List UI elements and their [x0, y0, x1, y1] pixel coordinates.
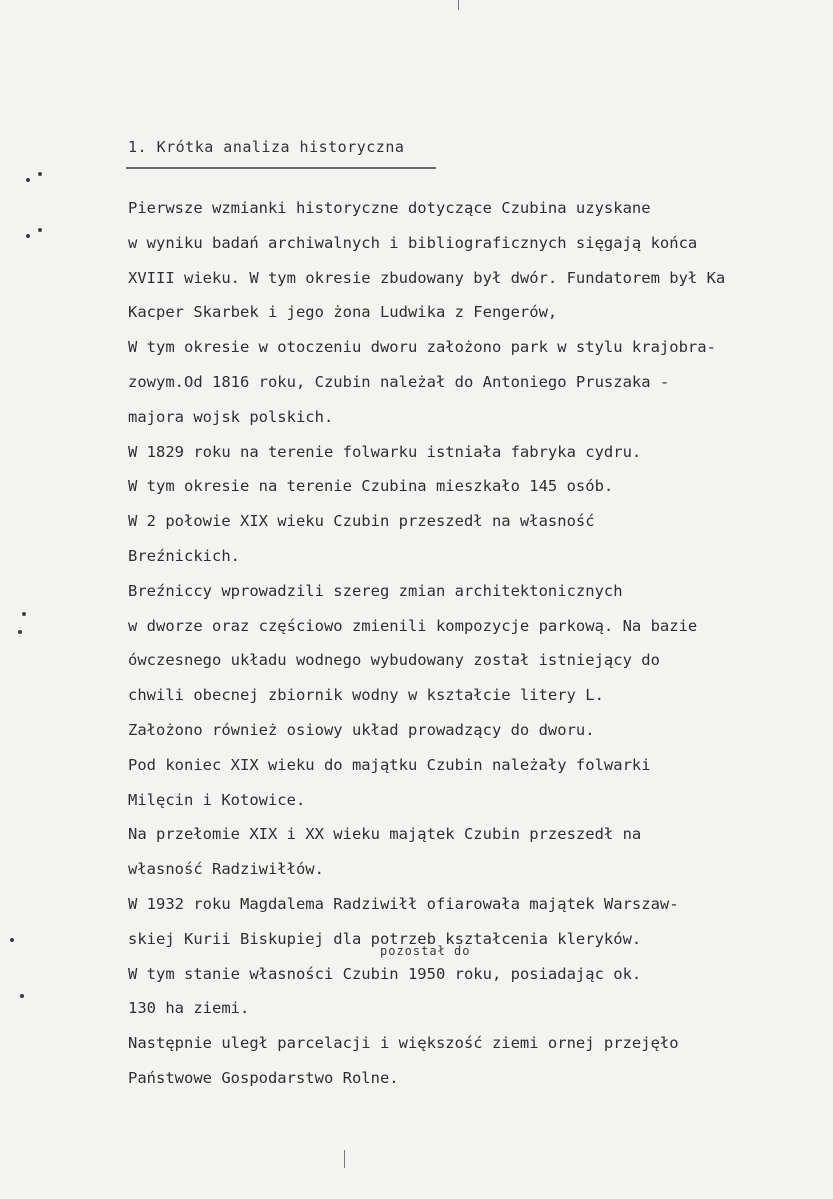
margin-mark [22, 612, 26, 616]
text-line: Na przełomie XIX i XX wieku majątek Czubin przeszedł na [128, 825, 642, 844]
margin-mark [38, 172, 42, 176]
text-line: Następnie uległ parcelacji i większość ziemi ornej przejęło [128, 1034, 679, 1053]
text-line: 130 ha ziemi. [128, 999, 250, 1018]
text-line: Milęcin i Kotowice. [128, 790, 306, 809]
text-line: Breźniccy wprowadzili szereg zmian architektonicznych [128, 581, 623, 600]
heading-underline [126, 167, 436, 169]
section-heading: 1. Krótka analiza historyczna [128, 138, 405, 156]
text-line: W tym stanie własności Czubin 1950 roku, posiadając ok. [128, 964, 642, 983]
margin-mark [20, 994, 24, 998]
margin-mark [344, 1150, 345, 1168]
margin-mark [38, 228, 42, 232]
text-line: W 1829 roku na terenie folwarku istniała fabryka cydru. [128, 442, 642, 461]
text-line: W tym okresie w otoczeniu dworu założono park w stylu krajobra- [128, 338, 716, 357]
margin-mark [458, 0, 459, 10]
text-line: XVIII wieku. W tym okresie zbudowany był dwór. Fundatorem był Ka [128, 268, 726, 287]
text-line: W tym okresie na terenie Czubina mieszkało 145 osób. [128, 477, 614, 496]
text-line: skiej Kurii Biskupiej dla potrzeb kształcenia kleryków. [128, 929, 642, 948]
text-line: chwili obecnej zbiornik wodny w kształcie litery L. [128, 686, 604, 705]
text-line: W 2 połowie XIX wieku Czubin przeszedł na własność [128, 512, 595, 531]
document-body [128, 196, 788, 1101]
text-line: w wyniku badań archiwalnych i bibliograficznych sięgają końca [128, 233, 698, 252]
text-line: Pierwsze wzmianki historyczne dotyczące Czubina uzyskane [128, 199, 651, 217]
text-line: własność Radziwiłłów. [128, 860, 324, 879]
text-line: majora wojsk polskich. [128, 407, 334, 426]
text-line: Breźnickich. [128, 546, 240, 565]
text-line: Założono również osiowy układ prowadzący do dworu. [128, 720, 595, 739]
margin-mark [26, 178, 30, 182]
text-line: W 1932 roku Magdalema Radziwiłł ofiarowała majątek Warszaw- [128, 894, 679, 913]
text-line: Państwowe Gospodarstwo Rolne. [128, 1068, 399, 1087]
margin-mark [10, 938, 14, 942]
text-line: ówczesnego układu wodnego wybudowany został istniejący do [128, 651, 660, 670]
margin-mark [26, 234, 30, 238]
text-line: Kacper Skarbek i jego żona Ludwika z Fengerów, [128, 303, 558, 322]
margin-mark [18, 630, 22, 634]
handwritten-annotation: pozostał do [380, 944, 471, 958]
text-line: zowym.Od 1816 roku, Czubin należał do Antoniego Pruszaka - [128, 372, 670, 391]
text-line: w dworze oraz częściowo zmienili kompozycje parkową. Na bazie [128, 616, 698, 635]
text-line: Pod koniec XIX wieku do majątku Czubin należały folwarki [128, 755, 651, 774]
